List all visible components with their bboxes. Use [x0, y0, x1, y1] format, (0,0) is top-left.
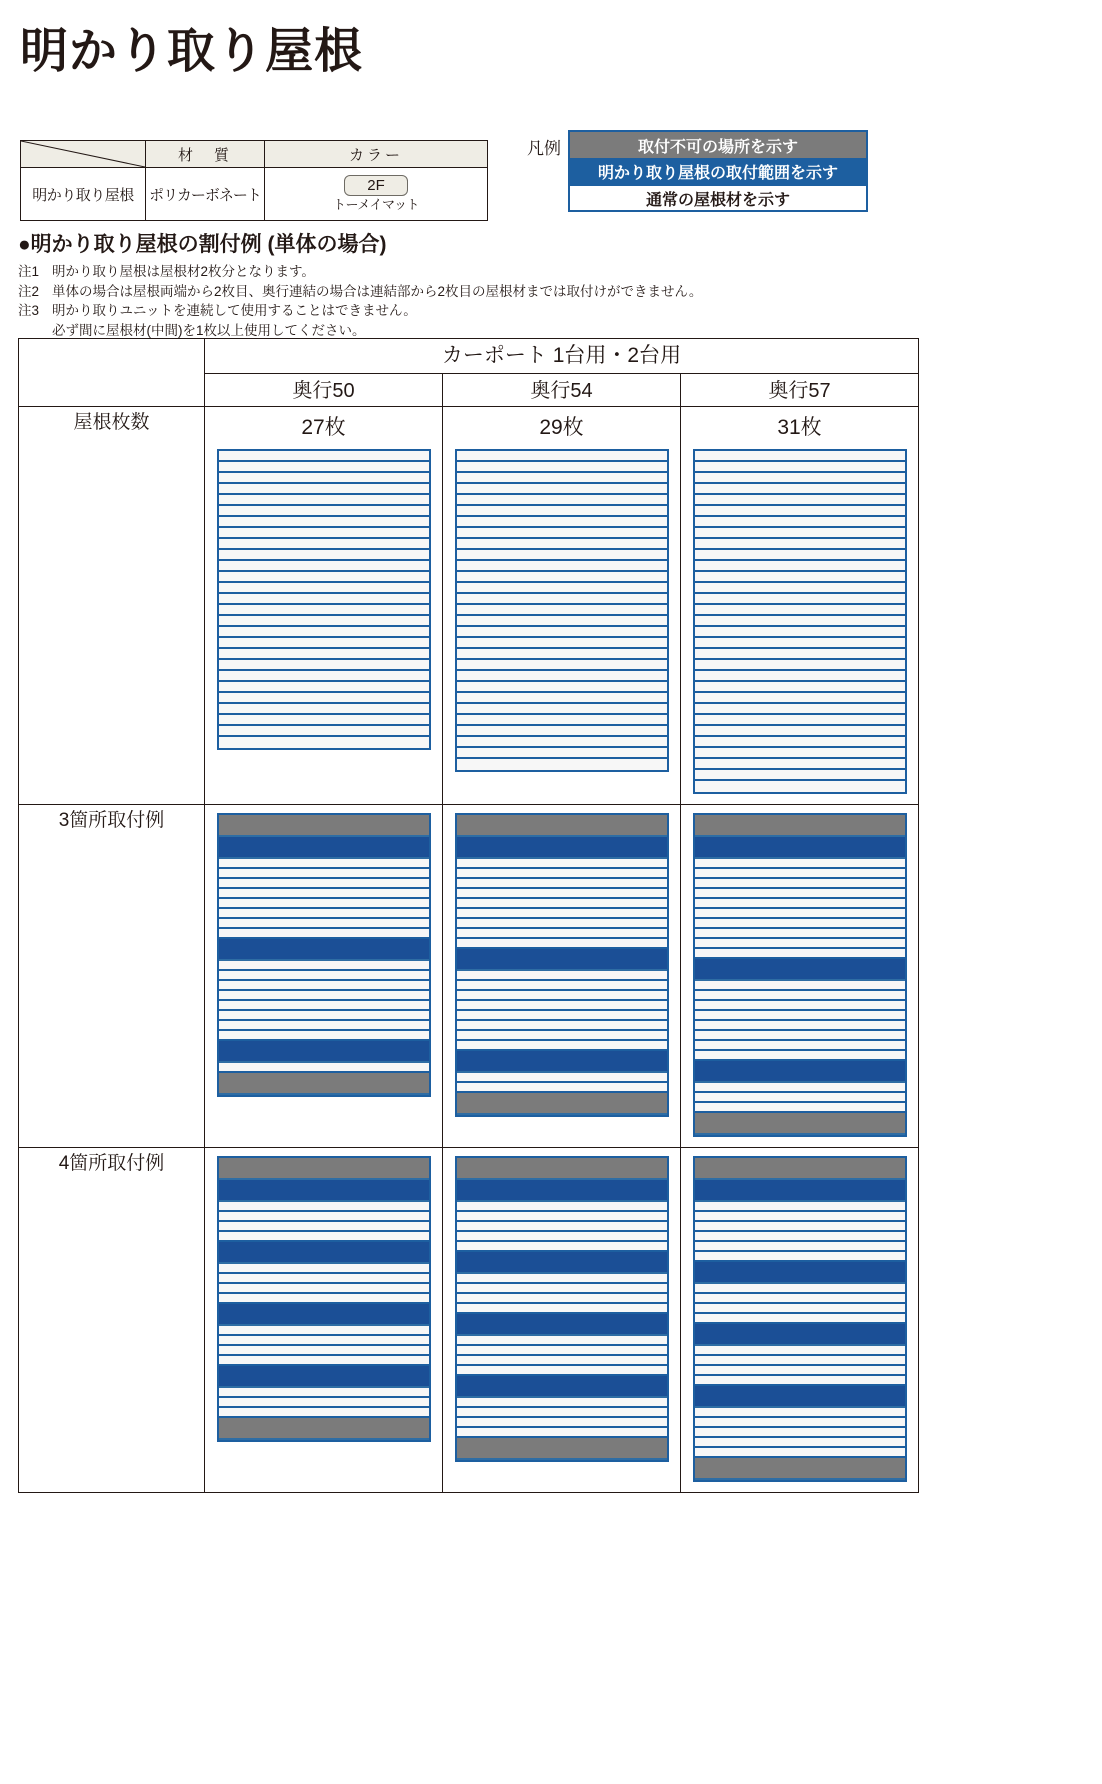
roof-strip-normal [457, 859, 667, 869]
roof-strip-normal [695, 1294, 905, 1304]
cell-three-point-d57 [681, 805, 919, 1148]
roof-strip-normal [457, 539, 667, 550]
roof-strip-normal [457, 748, 667, 759]
column-header-depth-50: 奥行50 [205, 374, 443, 407]
roof-strip-normal [695, 939, 905, 949]
roof-strip-normal [695, 1418, 905, 1428]
roof-strip-normal [219, 649, 429, 660]
roof-strip-normal [695, 638, 905, 649]
cell-four-point-d57 [681, 1148, 919, 1493]
roof-strip-normal [695, 528, 905, 539]
roof-strip-light [457, 1051, 667, 1073]
roof-strip-normal [219, 693, 429, 704]
roof-strip-normal [695, 1103, 905, 1113]
roof-strip-normal [695, 660, 905, 671]
roof-strip-normal [695, 484, 905, 495]
layout-examples-table [18, 338, 919, 1493]
roof-strip-normal [695, 889, 905, 899]
roof-strip-normal [219, 583, 429, 594]
roof-strip-normal [695, 627, 905, 638]
roof-strip-normal [695, 1001, 905, 1011]
roof-strip-normal [695, 1376, 905, 1386]
roof-strip-normal [695, 919, 905, 929]
notes-block [18, 262, 702, 340]
roof-strip-normal [219, 1202, 429, 1212]
roof-panel-three-point-d57 [693, 813, 907, 1137]
roof-strip-normal [457, 1418, 667, 1428]
roof-strip-normal [457, 638, 667, 649]
roof-strip-normal [219, 484, 429, 495]
roof-strip-normal [219, 981, 429, 991]
roof-strip-normal [457, 1398, 667, 1408]
roof-strip-normal [695, 682, 905, 693]
roof-strip-normal [457, 929, 667, 939]
group-header-carport: カーポート 1台用・2台用 [205, 339, 919, 374]
roof-strip-light [219, 1041, 429, 1063]
roof-strip-normal [219, 1356, 429, 1366]
roof-strip-normal [457, 1356, 667, 1366]
roof-panel-four-point-d57 [693, 1156, 907, 1482]
roof-strip-normal [457, 726, 667, 737]
roof-strip-block [457, 815, 667, 837]
roof-strip-normal [219, 704, 429, 715]
table-row-sheet-count [19, 407, 919, 805]
roof-strip-normal [219, 1274, 429, 1284]
roof-strip-normal [457, 1346, 667, 1356]
legend-item-skylight-range: 明かり取り屋根の取付範囲を示す [570, 158, 866, 184]
roof-strip-normal [695, 770, 905, 781]
roof-strip-light [695, 1061, 905, 1083]
roof-strip-normal [695, 649, 905, 660]
roof-strip-normal [457, 909, 667, 919]
cell-four-point-d54 [443, 1148, 681, 1493]
roof-strip-normal [219, 899, 429, 909]
roof-strip-normal [457, 1083, 667, 1093]
roof-strip-normal [219, 1398, 429, 1408]
roof-strip-normal [695, 1438, 905, 1448]
roof-strip-block [457, 1438, 667, 1460]
roof-strip-block [695, 1113, 905, 1135]
roof-strip-normal [695, 1408, 905, 1418]
roof-strip-normal [457, 506, 667, 517]
roof-strip-normal [695, 1041, 905, 1051]
roof-strip-normal [457, 704, 667, 715]
roof-strip-normal [219, 638, 429, 649]
roof-strip-normal [695, 473, 905, 484]
roof-strip-normal [695, 859, 905, 869]
roof-strip-normal [457, 528, 667, 539]
roof-strip-normal [695, 949, 905, 959]
roof-panel-sheet-count-d54 [455, 449, 669, 772]
roof-strip-normal [695, 1222, 905, 1232]
roof-strip-normal [695, 1202, 905, 1212]
roof-strip-normal [219, 682, 429, 693]
roof-strip-normal [219, 869, 429, 879]
roof-strip-normal [695, 594, 905, 605]
spec-row-name: 明かり取り屋根 [21, 168, 146, 221]
roof-strip-normal [457, 1031, 667, 1041]
roof-strip-normal [695, 495, 905, 506]
roof-strip-block [219, 1418, 429, 1440]
roof-strip-light [695, 1180, 905, 1202]
roof-strip-normal [219, 1063, 429, 1073]
roof-strip-light [457, 837, 667, 859]
roof-strip-light [695, 1386, 905, 1408]
roof-strip-light [219, 939, 429, 961]
roof-strip-light [457, 1314, 667, 1336]
table-row-three-point [19, 805, 919, 1148]
roof-strip-normal [695, 1083, 905, 1093]
roof-strip-normal [695, 693, 905, 704]
roof-strip-light [695, 837, 905, 859]
roof-strip-normal [219, 594, 429, 605]
row-label-four-point: 4箇所取付例 [19, 1148, 205, 1493]
roof-strip-normal [695, 1314, 905, 1324]
roof-strip-normal [695, 451, 905, 462]
roof-strip-normal [695, 616, 905, 627]
roof-strip-block [219, 1158, 429, 1180]
roof-strip-normal [695, 726, 905, 737]
roof-strip-normal [457, 594, 667, 605]
roof-strip-normal [219, 1212, 429, 1222]
roof-strip-normal [695, 517, 905, 528]
note-item [18, 262, 702, 282]
roof-strip-normal [219, 671, 429, 682]
roof-strip-normal [695, 1252, 905, 1262]
roof-strip-normal [219, 1001, 429, 1011]
spec-row-color [265, 168, 488, 221]
roof-strip-normal [695, 748, 905, 759]
roof-strip-normal [219, 451, 429, 462]
roof-strip-normal [695, 759, 905, 770]
roof-strip-normal [219, 991, 429, 1001]
roof-strip-normal [457, 550, 667, 561]
roof-strip-normal [457, 869, 667, 879]
roof-strip-normal [219, 1021, 429, 1031]
roof-strip-normal [695, 1448, 905, 1458]
table-row-four-point [19, 1148, 919, 1493]
roof-strip-normal [457, 495, 667, 506]
roof-strip-normal [457, 517, 667, 528]
roof-strip-normal [695, 1242, 905, 1252]
roof-strip-normal [457, 627, 667, 638]
spec-table-header-row [21, 141, 488, 168]
roof-strip-normal [695, 704, 905, 715]
cell-three-point-d50 [205, 805, 443, 1148]
roof-strip-normal [219, 1346, 429, 1356]
roof-strip-normal [695, 1428, 905, 1438]
roof-strip-normal [219, 879, 429, 889]
roof-strip-light [695, 1324, 905, 1346]
roof-strip-normal [695, 1356, 905, 1366]
roof-strip-normal [695, 462, 905, 473]
roof-strip-normal [457, 971, 667, 981]
note-text: 明かり取りユニットを連続して使用することはできません。 [52, 303, 417, 319]
roof-strip-normal [219, 1232, 429, 1242]
roof-strip-normal [219, 1031, 429, 1041]
roof-strip-light [695, 959, 905, 981]
roof-strip-normal [457, 715, 667, 726]
roof-strip-light [695, 1262, 905, 1284]
note-key: 注1 [18, 264, 40, 279]
roof-strip-normal [695, 1284, 905, 1294]
roof-strip-normal [219, 909, 429, 919]
roof-strip-normal [457, 1041, 667, 1051]
sheet-count-value-d50: 27枚 [301, 416, 346, 439]
spec-table [20, 140, 488, 221]
roof-strip-normal [695, 869, 905, 879]
roof-strip-normal [457, 1304, 667, 1314]
roof-strip-normal [219, 572, 429, 583]
roof-strip-normal [695, 1212, 905, 1222]
table-corner-cell [19, 339, 205, 407]
roof-strip-normal [457, 991, 667, 1001]
page-title: 明かり取り屋根 [20, 25, 364, 78]
roof-strip-light [219, 1180, 429, 1202]
color-name-label: トーメイマット [332, 197, 420, 213]
spec-header-empty-diagonal-cell [21, 141, 146, 168]
spec-header-color: カラー [265, 141, 488, 168]
roof-strip-normal [457, 1336, 667, 1346]
roof-strip-normal [695, 572, 905, 583]
roof-strip-normal [457, 605, 667, 616]
roof-strip-normal [219, 605, 429, 616]
roof-strip-normal [457, 649, 667, 660]
column-header-depth-57: 奥行57 [681, 374, 919, 407]
roof-strip-normal [219, 1336, 429, 1346]
row-label-three-point: 3箇所取付例 [19, 805, 205, 1148]
roof-strip-normal [219, 550, 429, 561]
roof-strip-normal [695, 1093, 905, 1103]
roof-panel-three-point-d54 [455, 813, 669, 1117]
roof-strip-light [457, 949, 667, 971]
roof-strip-normal [695, 1011, 905, 1021]
note-key: 注2 [18, 283, 40, 299]
color-code-chip: 2F [344, 175, 408, 196]
roof-strip-normal [457, 737, 667, 748]
roof-strip-normal [457, 1232, 667, 1242]
roof-strip-normal [457, 561, 667, 572]
note-subtext: 必ず間に屋根材(中間)を1枚以上使用してください。 [52, 322, 366, 338]
roof-strip-normal [219, 561, 429, 572]
roof-strip-normal [457, 1294, 667, 1304]
roof-strip-normal [219, 737, 429, 748]
note-item [18, 282, 702, 302]
roof-strip-normal [219, 1222, 429, 1232]
roof-strip-normal [457, 1073, 667, 1083]
roof-strip-normal [219, 1284, 429, 1294]
roof-strip-normal [695, 550, 905, 561]
note-text: 明かり取り屋根は屋根材2枚分となります。 [52, 264, 315, 279]
roof-panel-four-point-d50 [217, 1156, 431, 1442]
roof-strip-light [457, 1376, 667, 1398]
roof-strip-light [219, 1366, 429, 1388]
note-item [18, 301, 702, 321]
roof-strip-normal [219, 627, 429, 638]
roof-strip-normal [457, 1274, 667, 1284]
roof-strip-normal [219, 506, 429, 517]
roof-strip-normal [695, 1366, 905, 1376]
roof-strip-normal [457, 1001, 667, 1011]
roof-panel-four-point-d54 [455, 1156, 669, 1462]
spec-row-material: ポリカーボネート [146, 168, 265, 221]
roof-strip-normal [457, 1222, 667, 1232]
table-header-group-row [19, 339, 919, 374]
roof-strip-normal [457, 484, 667, 495]
roof-panel-three-point-d50 [217, 813, 431, 1097]
roof-strip-light [219, 1304, 429, 1326]
section-heading: ●明かり取り屋根の割付例 (単体の場合) [18, 233, 387, 256]
roof-strip-light [219, 837, 429, 859]
legend-box [568, 130, 868, 212]
roof-strip-normal [457, 899, 667, 909]
roof-strip-normal [219, 929, 429, 939]
roof-strip-normal [457, 981, 667, 991]
roof-strip-normal [219, 495, 429, 506]
roof-strip-light [219, 1242, 429, 1264]
roof-strip-normal [457, 1011, 667, 1021]
roof-strip-normal [219, 971, 429, 981]
roof-strip-normal [695, 781, 905, 792]
roof-strip-normal [219, 462, 429, 473]
roof-strip-normal [695, 1031, 905, 1041]
roof-strip-normal [695, 981, 905, 991]
roof-strip-normal [695, 879, 905, 889]
legend-item-normal-roof: 通常の屋根材を示す [570, 184, 866, 210]
roof-strip-block [219, 1073, 429, 1095]
roof-strip-normal [219, 517, 429, 528]
roof-strip-normal [219, 726, 429, 737]
roof-strip-normal [219, 1326, 429, 1336]
roof-strip-normal [695, 583, 905, 594]
roof-strip-normal [695, 605, 905, 616]
roof-strip-normal [457, 1366, 667, 1376]
legend-label: 凡例 [527, 139, 561, 158]
roof-strip-normal [695, 1346, 905, 1356]
roof-strip-normal [457, 671, 667, 682]
roof-strip-normal [457, 1212, 667, 1222]
roof-strip-normal [457, 462, 667, 473]
roof-strip-normal [219, 616, 429, 627]
cell-sheet-count-d54 [443, 407, 681, 805]
roof-strip-block [695, 1458, 905, 1480]
roof-strip-block [457, 1093, 667, 1115]
roof-strip-block [695, 815, 905, 837]
roof-strip-normal [457, 451, 667, 462]
roof-strip-normal [695, 1051, 905, 1061]
roof-strip-block [219, 815, 429, 837]
diagonal-line-icon [21, 141, 145, 167]
roof-strip-normal [457, 693, 667, 704]
roof-strip-block [695, 1158, 905, 1180]
roof-strip-normal [457, 1202, 667, 1212]
sheet-count-value-d57: 31枚 [777, 416, 822, 439]
roof-strip-normal [695, 539, 905, 550]
roof-panel-sheet-count-d57 [693, 449, 907, 794]
cell-sheet-count-d50 [205, 407, 443, 805]
roof-strip-normal [695, 991, 905, 1001]
roof-strip-normal [457, 1408, 667, 1418]
roof-strip-normal [457, 1021, 667, 1031]
roof-strip-block [457, 1158, 667, 1180]
roof-strip-normal [457, 1428, 667, 1438]
roof-strip-normal [219, 1388, 429, 1398]
roof-strip-normal [457, 572, 667, 583]
roof-strip-normal [219, 473, 429, 484]
roof-strip-light [457, 1180, 667, 1202]
roof-strip-light [457, 1252, 667, 1274]
roof-strip-normal [457, 879, 667, 889]
roof-panel-sheet-count-d50 [217, 449, 431, 750]
spec-table-row [21, 168, 488, 221]
roof-strip-normal [457, 759, 667, 770]
roof-strip-normal [219, 1408, 429, 1418]
roof-strip-normal [219, 961, 429, 971]
roof-strip-normal [457, 473, 667, 484]
roof-strip-normal [695, 1304, 905, 1314]
roof-strip-normal [219, 889, 429, 899]
roof-strip-normal [457, 939, 667, 949]
cell-sheet-count-d57 [681, 407, 919, 805]
note-key: 注3 [18, 303, 40, 319]
roof-strip-normal [219, 859, 429, 869]
roof-strip-normal [457, 1242, 667, 1252]
roof-strip-normal [219, 1011, 429, 1021]
cell-four-point-d50 [205, 1148, 443, 1493]
roof-strip-normal [219, 528, 429, 539]
roof-strip-normal [457, 682, 667, 693]
roof-strip-normal [457, 660, 667, 671]
roof-strip-normal [219, 715, 429, 726]
roof-strip-normal [219, 660, 429, 671]
roof-strip-normal [457, 889, 667, 899]
roof-strip-normal [219, 919, 429, 929]
roof-strip-normal [695, 929, 905, 939]
roof-strip-normal [695, 1232, 905, 1242]
sheet-count-value-d54: 29枚 [539, 416, 584, 439]
roof-strip-normal [695, 715, 905, 726]
roof-strip-normal [695, 506, 905, 517]
roof-strip-normal [695, 1021, 905, 1031]
roof-strip-normal [695, 737, 905, 748]
legend-item-no-install: 取付不可の場所を示す [570, 132, 866, 158]
column-header-depth-54: 奥行54 [443, 374, 681, 407]
roof-strip-normal [219, 1294, 429, 1304]
row-label-sheet-count: 屋根枚数 [19, 407, 205, 805]
cell-three-point-d54 [443, 805, 681, 1148]
roof-strip-normal [457, 919, 667, 929]
roof-strip-normal [695, 561, 905, 572]
roof-strip-normal [457, 583, 667, 594]
roof-strip-normal [457, 616, 667, 627]
note-text: 単体の場合は屋根両端から2枚目、奥行連結の場合は連結部から2枚目の屋根材までは取付けができません。 [52, 283, 703, 299]
roof-strip-normal [457, 1284, 667, 1294]
roof-strip-normal [695, 671, 905, 682]
roof-strip-normal [219, 1264, 429, 1274]
roof-strip-normal [695, 909, 905, 919]
roof-strip-normal [695, 899, 905, 909]
spec-header-material: 材 質 [146, 141, 265, 168]
roof-strip-normal [219, 539, 429, 550]
